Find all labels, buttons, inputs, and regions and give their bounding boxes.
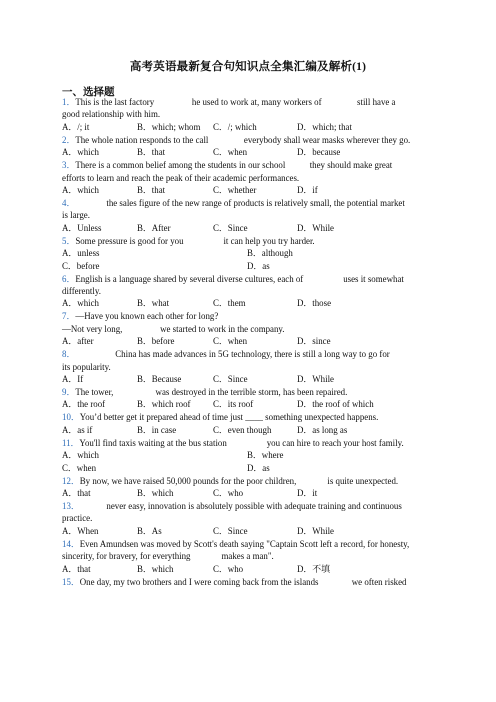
page-title: 高考英语最新复合句知识点全集汇编及解析(1) [129, 61, 367, 73]
answer-option: A．which [62, 450, 99, 461]
question-line [62, 109, 160, 120]
question-text: sincerity, for bravery, for everything makes a man". [62, 551, 274, 562]
answer-option: D．if [297, 185, 318, 195]
question-text: There is a common belief among the students in our school they should make great [75, 160, 393, 171]
question-text: The tower, was destroyed in the terrible storm, has been repaired. [75, 387, 348, 397]
question-number: 9． [62, 387, 76, 397]
question-number: 15． [62, 576, 80, 587]
answer-option: D．which; that [297, 121, 352, 132]
question-text: good relationship with him. [62, 109, 161, 120]
question-text: —Not very long, we started to work in the company. [62, 323, 285, 334]
question-text: the sales figure of the new range of products is relatively small, the potential market [75, 198, 405, 208]
question-line [62, 412, 378, 423]
answer-option: D．as [247, 260, 270, 271]
answer-option: C．before [62, 260, 100, 271]
question-text: never easy, innovation is absolutely possible with adequate training and continuous [79, 501, 402, 511]
question-line [62, 135, 410, 146]
answer-option: B．although [247, 248, 293, 259]
answer-option: A．Unless [62, 222, 102, 233]
answer-option: A．When [62, 525, 99, 536]
answer-option: D．since [297, 336, 331, 347]
answer-option: B．which roof [137, 399, 191, 410]
question-text: The whole nation responds to the call everybody shall wear masks wherever they go. [75, 134, 411, 145]
question-line [62, 362, 111, 373]
answer-option: D．those [297, 298, 332, 309]
question-line [62, 286, 101, 297]
question-number: 8． [62, 349, 76, 360]
question-text: You’d better get it prepared ahead of time just ____ something unexpected happens. [79, 412, 379, 423]
question-number: 3． [62, 160, 76, 171]
question-line [62, 97, 396, 108]
question-number: 4． [62, 198, 76, 208]
question-line [62, 210, 90, 221]
question-number: 11． [62, 437, 80, 448]
answer-option: D．it [297, 488, 318, 498]
answer-option: C．when [62, 462, 97, 473]
answer-option: B．what [137, 298, 170, 309]
answer-option: B．that [137, 185, 166, 195]
answer-option: C．whether [213, 185, 257, 195]
question-text: differently. [62, 286, 101, 296]
answer-option: A．after [62, 336, 94, 347]
question-line [62, 438, 404, 449]
answer-option: B．Because [137, 374, 182, 384]
question-line [62, 476, 398, 487]
answer-option: A．If [62, 374, 84, 384]
answer-option: C．Since [213, 525, 248, 536]
question-text: its popularity. [62, 361, 111, 372]
question-line [62, 501, 402, 512]
answer-option: B．which [137, 563, 174, 574]
question-text: You'll find taxis waiting at the bus station you can hire to reach your host family. [79, 437, 404, 448]
answer-option: D．While [297, 374, 334, 384]
question-text: By now, we have raised 50,000 pounds for the poor children, is quite unexpected. [79, 475, 399, 486]
answer-option: D．because [297, 147, 341, 158]
answer-option: B．As [137, 525, 162, 536]
section-heading: 一、选择题 [62, 87, 115, 98]
answer-option: A．which [62, 298, 99, 309]
question-line [62, 198, 405, 209]
answer-option: B．before [137, 336, 175, 347]
answer-option: B．which [137, 488, 174, 498]
answer-option: C．who [213, 488, 244, 498]
question-number: 5． [62, 235, 76, 246]
answer-option: A．which [62, 147, 99, 158]
question-text: is large. [62, 210, 90, 221]
question-line [62, 311, 218, 322]
answer-option: B．in case [137, 424, 177, 435]
answer-option: D．While [297, 222, 334, 233]
question-line [62, 349, 390, 360]
question-number: 1． [62, 97, 76, 107]
answer-option: A．that [62, 488, 91, 498]
question-line [62, 387, 347, 398]
question-text: efforts to learn and reach the peak of their academic performances. [62, 172, 300, 183]
question-text: practice. [62, 513, 93, 524]
question-line [62, 513, 92, 524]
answer-option: D．as [247, 462, 270, 473]
answer-option: A．that [62, 563, 91, 574]
question-line [62, 173, 299, 184]
answer-option: C．its roof [213, 399, 254, 410]
answer-option: C．who [213, 563, 244, 574]
question-line [62, 577, 406, 588]
question-number: 13． [62, 501, 80, 511]
question-number: 10． [62, 412, 80, 423]
question-line [62, 236, 315, 247]
answer-option: D．不填 [297, 563, 331, 574]
question-line [62, 274, 404, 285]
answer-option: B．which; whom [137, 121, 201, 132]
question-number: 2． [62, 134, 76, 145]
answer-option: D．While [297, 525, 334, 536]
answer-option: A．/; it [62, 121, 90, 132]
answer-option: A．as if [62, 424, 93, 435]
answer-option: C．/; which [213, 121, 257, 132]
question-text: China has made advances in 5G technology, there is still a long way to go for [75, 349, 390, 360]
question-text: This is the last factory he used to work at, many workers of still have a [75, 97, 396, 107]
question-text: —Have you known each other for long? [75, 311, 219, 322]
question-number: 7． [62, 311, 76, 322]
answer-option: C．them [213, 298, 246, 309]
answer-option: A．unless [62, 248, 100, 259]
answer-option: C．Since [213, 374, 248, 384]
answer-option: D．the roof of which [297, 399, 374, 410]
question-text: Even Amundsen was moved by Scott's death saying "Captain Scott left a record, for honesty, [79, 538, 410, 549]
answer-option: C．Since [213, 222, 248, 233]
question-text: One day, my two brothers and I were coming back from the islands we often risked [79, 576, 407, 587]
answer-option: B．After [137, 222, 171, 233]
question-line [62, 160, 392, 171]
answer-option: B．where [247, 450, 284, 461]
question-line [62, 324, 285, 335]
question-number: 14． [62, 538, 80, 549]
question-number: 6． [62, 273, 76, 284]
answer-option: A．which [62, 185, 99, 195]
answer-option: C．even though [213, 424, 272, 435]
answer-option: C．when [213, 147, 248, 158]
question-line [62, 551, 274, 562]
question-line [62, 539, 409, 550]
question-text: Some pressure is good for you it can help you try harder. [75, 235, 315, 246]
answer-option: A．the roof [62, 399, 106, 410]
question-number: 12． [62, 475, 80, 486]
answer-option: C．when [213, 336, 248, 347]
answer-option: B．that [137, 147, 166, 158]
question-text: English is a language shared by several diverse cultures, each of uses it somewhat [75, 273, 404, 284]
answer-option: D．as long as [297, 424, 348, 435]
